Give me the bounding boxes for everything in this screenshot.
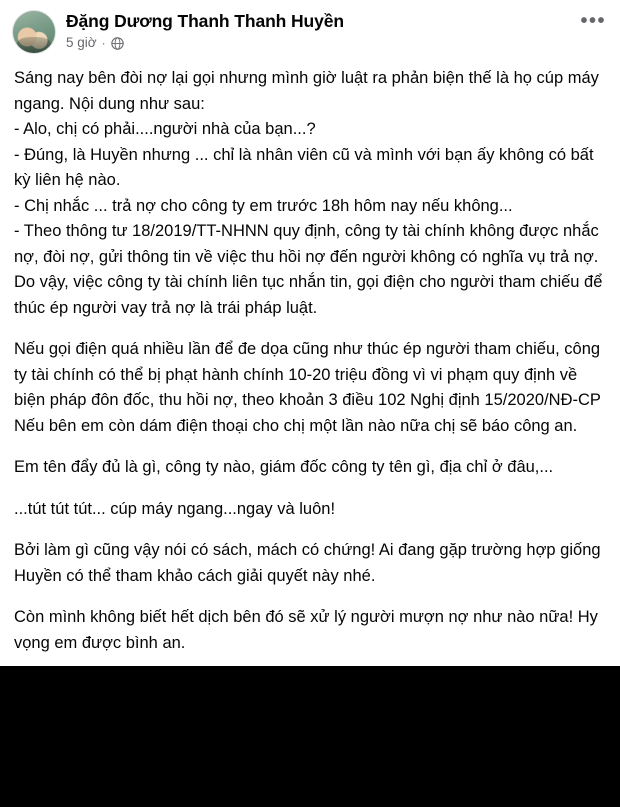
post-header-text [66, 10, 608, 51]
post-header [0, 0, 620, 58]
post-timestamp[interactable]: 5 giờ [66, 35, 97, 50]
post-paragraph: Nếu bên em còn dám điện thoại cho chị một lần nào nữa chị sẽ báo công an. [14, 416, 578, 435]
post-paragraph: - Alo, chị có phải....người nhà của bạn...? [14, 120, 316, 138]
post-paragraph: - Theo thông tư 18/2019/TT-NHNN quy định, công ty tài chính không được nhắc nợ, đòi nợ, gửi thông tin về việc thu hồi nợ đến người không có nghĩa vụ trả nợ. Do vậy, việc công ty tài chính liên tục nhắn tin, gọi điện cho người tham chiếu để thúc ép người vay trả nợ là trái pháp luật. [14, 222, 603, 317]
post-paragraph: Bởi làm gì cũng vậy nói có sách, mách có chứng! Ai đang gặp trường hợp giống Huyền có thể tham khảo cách giải quyết này nhé. [14, 541, 601, 585]
post-paragraph: - Đúng, là Huyền nhưng ... chỉ là nhân viên cũ và mình với bạn ấy không có bất kỳ liên hệ nào. [14, 145, 594, 189]
post-author-name[interactable]: Đặng Dương Thanh Thanh Huyền [66, 11, 344, 31]
post-body [0, 58, 620, 656]
globe-icon[interactable] [111, 37, 124, 50]
post-paragraph: Em tên đẩy đủ là gì, công ty nào, giám đốc công ty tên gì, địa chỉ ở đâu,... [14, 458, 554, 476]
post-paragraph: Còn mình không biết hết dịch bên đó sẽ xử lý người mượn nợ như nào nữa! Hy vọng em được bình an. [14, 608, 598, 652]
post-paragraph: ...tút tút tút... cúp máy ngang...ngay và luôn! [14, 499, 336, 518]
avatar-image [13, 11, 55, 53]
post-meta [66, 35, 608, 51]
post-paragraph: Sáng nay bên đòi nợ lại gọi nhưng mình giờ luật ra phản biện thế là họ cúp máy ngang. Nội dung như sau: [14, 69, 599, 113]
post-paragraph: - Chị nhắc ... trả nợ cho công ty em trước 18h hôm nay nếu không... [14, 196, 513, 215]
post-more-options-button[interactable]: ••• [580, 10, 606, 32]
post-paragraph: Nếu gọi điện quá nhiều lần để đe dọa cũng như thúc ép người tham chiếu, công ty tài chính có thể bị phạt hành chính 10-20 triệu đồng vì vi phạm quy định về biện pháp đôn đốc, thu hồi nợ, theo khoản 3 điều 102 Nghị định 15/2020/NĐ-CP [14, 340, 601, 409]
letterbox-bottom [0, 667, 620, 807]
meta-separator: · [101, 36, 106, 50]
avatar[interactable] [12, 10, 56, 54]
